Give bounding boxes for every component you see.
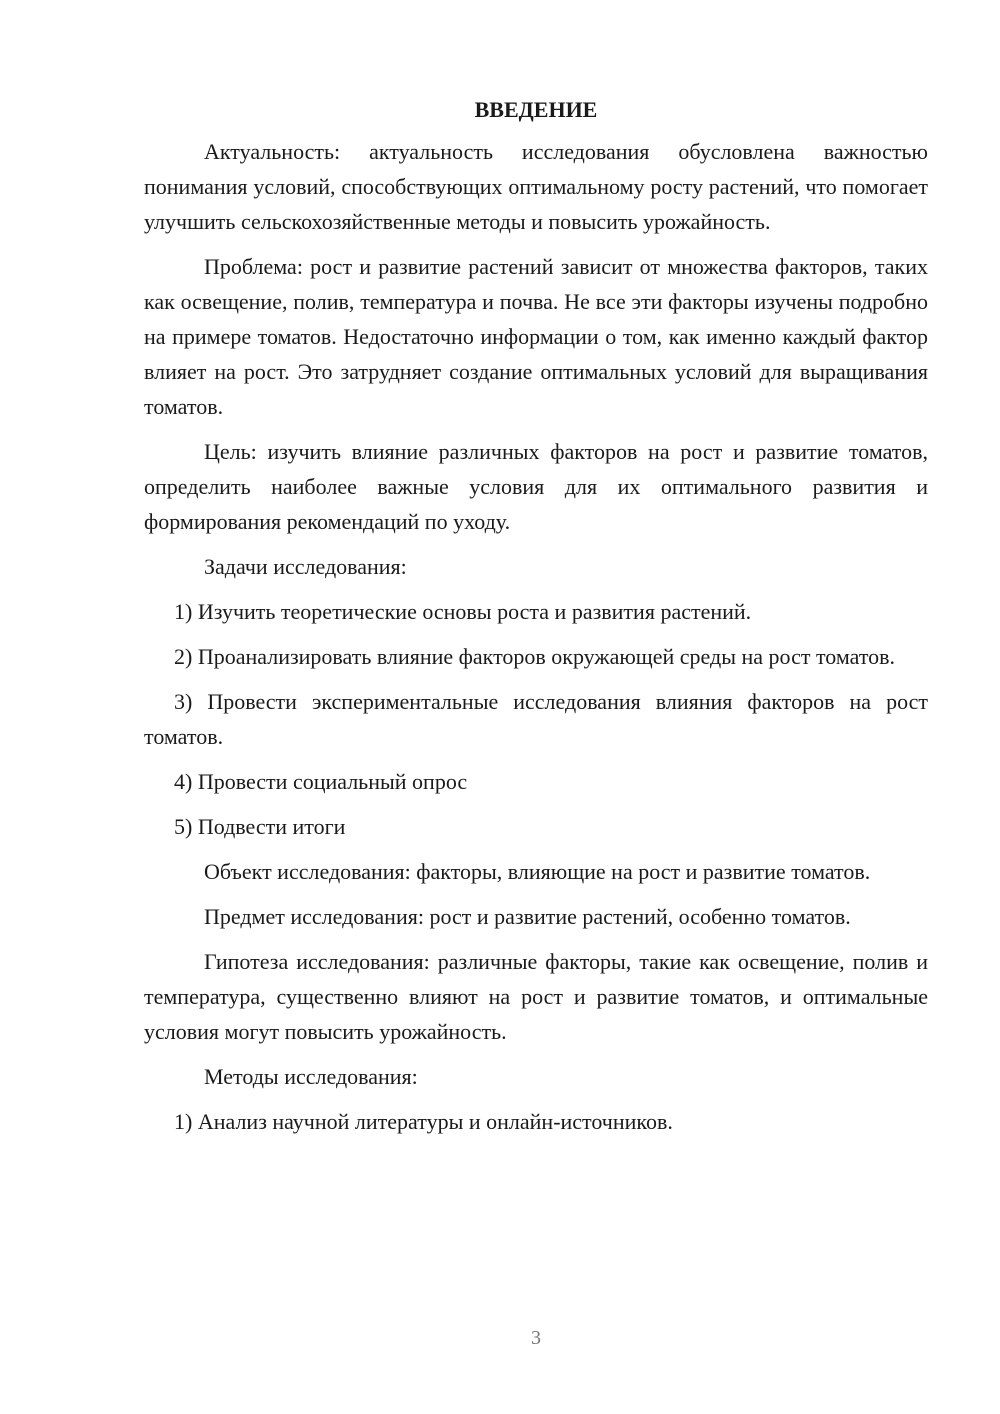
paragraph-problem: Проблема: рост и развитие растений зависит от множества факторов, таких как освещение, полив, температура и почва. Не все эти факторы изучены подробно на примере томатов. Недостаточно информации о том, как именно каждый фактор влияет на рост. Это затрудняет создание оптимальных условий для выращивания томатов. [144, 254, 928, 419]
task-item-4: 4) Провести социальный опрос [174, 769, 468, 794]
method-item-1: 1) Анализ научной литературы и онлайн-источников. [174, 1109, 673, 1134]
page-number: 3 [531, 1327, 541, 1349]
section-heading: ВВЕДЕНИЕ [474, 97, 598, 122]
task-item-1: 1) Изучить теоретические основы роста и развития растений. [174, 599, 752, 624]
paragraph-goal: Цель: изучить влияние различных факторов на рост и развитие томатов, определить наиболее важные условия для их оптимального развития и формирования рекомендаций по уходу. [144, 439, 928, 534]
task-item-3: 3) Провести экспериментальные исследования влияния факторов на рост томатов. [144, 689, 928, 749]
paragraph-subject: Предмет исследования: рост и развитие растений, особенно томатов. [204, 904, 851, 929]
paragraph-relevance: Актуальность: актуальность исследования обусловлена важностью понимания условий, способствующих оптимальному росту растений, что помогает улучшить сельскохозяйственные методы и повысить урожайность. [144, 139, 928, 234]
task-item-5: 5) Подвести итоги [174, 814, 346, 839]
paragraph-object: Объект исследования: факторы, влияющие на рост и развитие томатов. [204, 859, 871, 884]
paragraph-hypothesis: Гипотеза исследования: различные факторы, такие как освещение, полив и температура, существенно влияют на рост и развитие томатов, и оптимальные условия могут повысить урожайность. [144, 949, 928, 1044]
task-item-2: 2) Проанализировать влияние факторов окружающей среды на рост томатов. [174, 644, 896, 669]
tasks-title: Задачи исследования: [204, 554, 407, 579]
methods-title: Методы исследования: [204, 1064, 418, 1089]
document-page [144, 92, 928, 1149]
